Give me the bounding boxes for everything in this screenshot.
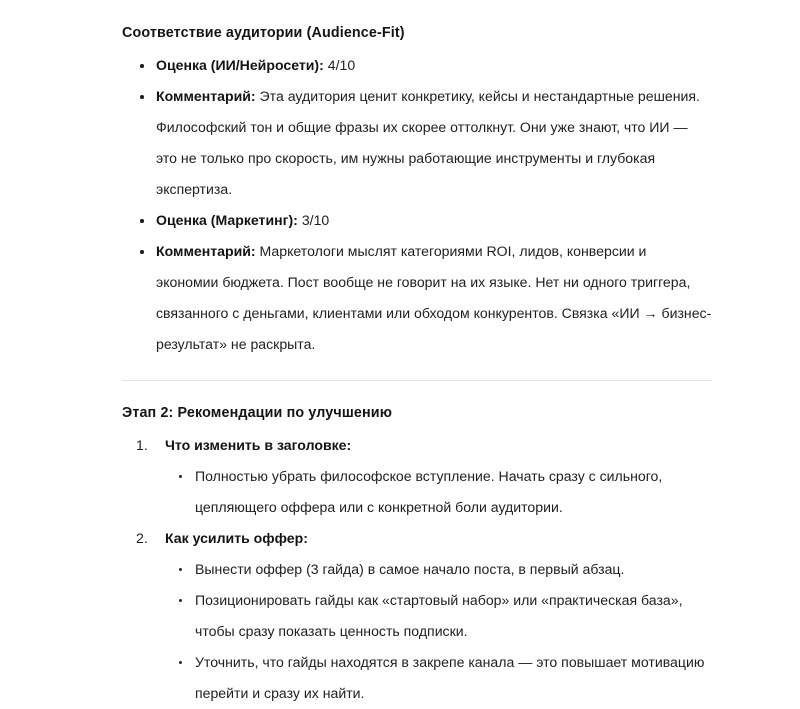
step-points — [165, 461, 712, 523]
audience-fit-item-label: Комментарий: — [156, 88, 256, 104]
audience-fit-list — [122, 50, 712, 360]
list-item: Полностью убрать философское вступление. Начать сразу с сильного, цепляющего оффера или с конкретной боли аудитории. — [165, 461, 712, 523]
audience-fit-item-label: Оценка (Маркетинг): — [156, 212, 298, 228]
audience-fit-item-label: Оценка (ИИ/Нейросети): — [156, 57, 324, 73]
audience-fit-item-value: 3/10 — [301, 212, 330, 228]
audience-fit-item-value: Маркетологи мыслят категориями ROI, лидов, конверсии и экономии бюджета. Пост вообще не говорит на их языке. Нет ни одного триггера, связанного с деньгами, клиентами или обходом конкурентов. Связка «ИИ → бизнес-результат» не раскрыта. — [156, 243, 712, 352]
audience-fit-item-value: 4/10 — [327, 57, 356, 73]
list-item — [122, 81, 712, 205]
step-item — [122, 430, 712, 523]
audience-fit-heading: Соответствие аудитории (Audience-Fit) — [122, 25, 405, 41]
section-divider — [122, 380, 712, 381]
audience-fit-item-label: Комментарий: — [156, 243, 256, 259]
list-item: Уточнить, что гайды находятся в закрепе канала — это повышает мотивацию перейти и сразу их найти. — [165, 647, 712, 709]
list-item: Вынести оффер (3 гайда) в самое начало поста, в первый абзац. — [165, 554, 712, 585]
list-item — [122, 205, 712, 236]
list-item: Позиционировать гайды как «стартовый набор» или «практическая база», чтобы сразу показать ценность подписки. — [165, 585, 712, 647]
list-item — [122, 236, 712, 360]
step-points — [165, 554, 712, 709]
stage-two-heading: Этап 2: Рекомендации по улучшению — [122, 405, 393, 421]
step-title: Что изменить в заголовке: — [165, 437, 352, 453]
step-item — [122, 523, 712, 709]
stage-two-steps — [122, 430, 712, 709]
audience-fit-item-value: Эта аудитория ценит конкретику, кейсы и нестандартные решения. Философский тон и общие фразы их скорее оттолкнут. Они уже знают, что ИИ — это не только про скорость, им нужны работающие инструменты и глубокая экспертиза. — [156, 88, 700, 197]
list-item — [122, 50, 712, 81]
step-title: Как усилить оффер: — [165, 530, 308, 546]
